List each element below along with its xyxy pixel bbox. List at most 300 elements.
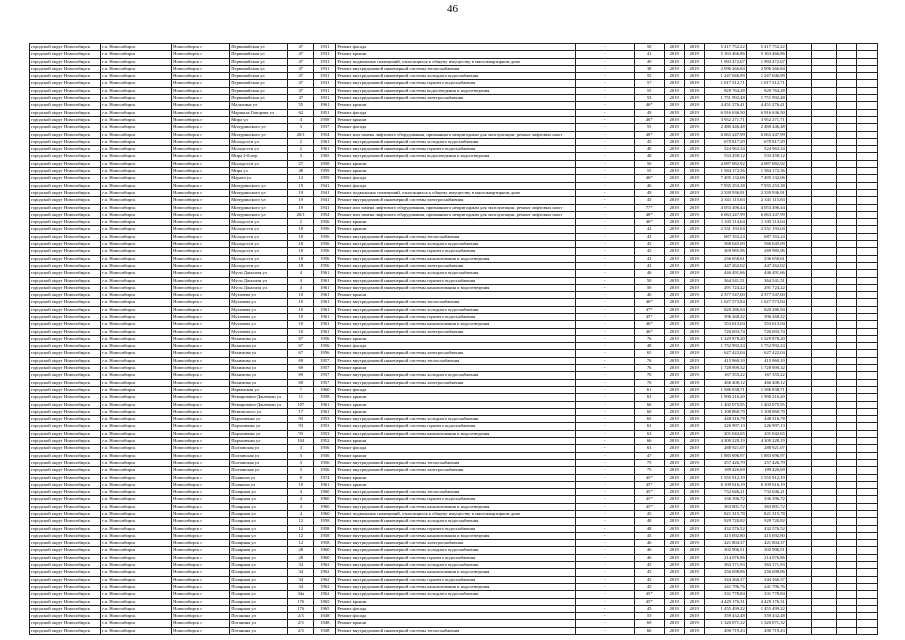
end-year-cell: 2019 [684,262,704,269]
municipality-cell: городской округ Новосибирск [30,598,101,605]
build-year-cell: 1931 [314,87,336,94]
build-year-cell: 1931 [314,65,336,72]
city-cell: Новосибирск г [172,87,230,94]
table-row [30,452,878,459]
empty-cell [836,328,856,335]
build-year-cell: 1959 [314,168,336,175]
cost-total-cell: 6 916 636,50 [704,109,746,116]
wear-cell: 45 [634,562,664,569]
empty-cell [836,386,856,393]
end-year-cell: 2019 [684,219,704,226]
empty-cell [786,605,811,612]
house-number-cell: 12 [288,525,314,532]
settlement-cell: г.п. Новосибирск [101,445,172,452]
cost-total-cell: 448 316,78 [704,416,746,423]
end-year-cell: 2019 [684,44,704,51]
work-type-cell: Ремонт внутридомовой инженерной системы холодного водоснабжения [336,518,575,525]
empty-cell [836,591,856,598]
city-cell: Новосибирск г [172,313,230,320]
street-cell: Мухачева ул [230,313,288,320]
cost-total-cell: 1 728 890,32 [704,365,746,372]
end-year-cell: 2019 [684,146,704,153]
table-row [30,248,878,255]
settlement-cell: г.п. Новосибирск [101,299,172,306]
city-cell: Новосибирск г [172,350,230,357]
settlement-cell: г.п. Новосибирск [101,292,172,299]
wear-cell: 55 [634,73,664,80]
empty-cell [856,583,877,590]
cost-total-cell: 363 171,93 [704,562,746,569]
cost-fund-cell: 6 916 636,50 [746,109,786,116]
empty-cell [836,102,856,109]
cost-fund-cell: 226 997,13 [746,423,786,430]
house-number-cell: 20/1 [288,211,314,218]
empty-cell [786,51,811,58]
start-year-cell: 2019 [664,65,684,72]
category-cell: - [575,547,634,554]
category-cell: - [575,598,634,605]
end-year-cell: 2019 [684,620,704,627]
category-cell: - [575,160,634,167]
street-cell: Нахимова ул [230,343,288,350]
municipality-cell: городской округ Новосибирск [30,109,101,116]
settlement-cell: г.п. Новосибирск [101,430,172,437]
cost-total-cell: 396 268,22 [704,313,746,320]
empty-cell [836,576,856,583]
cost-fund-cell: 396 268,22 [746,313,786,320]
end-year-cell: 2019 [684,204,704,211]
empty-cell [836,511,856,518]
cost-fund-cell: 1 555 912,19 [746,474,786,481]
empty-cell [836,372,856,379]
empty-cell [836,58,856,65]
empty-cell [856,430,877,437]
city-cell: Новосибирск г [172,525,230,532]
house-number-cell: 7 [288,386,314,393]
start-year-cell: 2019 [664,489,684,496]
empty-cell [811,605,836,612]
build-year-cell: 1961 [314,401,336,408]
empty-cell [786,474,811,481]
city-cell: Новосибирск г [172,175,230,182]
cost-fund-cell: 359 432,48 [746,613,786,620]
street-cell: Немировича-Данченко ул [230,401,288,408]
wear-cell: 65 [634,350,664,357]
category-cell: - [575,372,634,379]
city-cell: Новосибирск г [172,627,230,634]
empty-cell [856,313,877,320]
end-year-cell: 2019 [684,452,704,459]
empty-cell [811,116,836,123]
settlement-cell: г.п. Новосибирск [101,51,172,58]
start-year-cell: 2019 [664,335,684,342]
street-cell: Пархоменко ул [230,423,288,430]
category-cell: - [575,138,634,145]
empty-cell [856,262,877,269]
work-type-cell: Ремонт крыши [336,438,575,445]
empty-cell [786,131,811,138]
municipality-cell: городской округ Новосибирск [30,182,101,189]
empty-cell [811,211,836,218]
city-cell: Новосибирск г [172,306,230,313]
cost-total-cell: 269 985,96 [704,248,746,255]
municipality-cell: городской округ Новосибирск [30,503,101,510]
wear-cell: 48* [634,131,664,138]
build-year-cell: 1956 [314,445,336,452]
category-cell: - [575,153,634,160]
table-row [30,255,878,262]
work-type-cell: Ремонт внутридомовой инженерной системы теплоснабжения [336,299,575,306]
cost-fund-cell: 466 408,12 [746,379,786,386]
street-cell: Полтавская ул [230,467,288,474]
start-year-cell: 2019 [664,204,684,211]
wear-cell: 76 [634,365,664,372]
settlement-cell: г.п. Новосибирск [101,605,172,612]
cost-fund-cell: 6 109 616,19 [746,481,786,488]
street-cell: Нарымская ул [230,386,288,393]
start-year-cell: 2019 [664,540,684,547]
cost-total-cell: 5 163 466,86 [704,51,746,58]
empty-cell [836,182,856,189]
empty-cell [836,80,856,87]
street-cell: Полтавская ул [230,459,288,466]
municipality-cell: городской округ Новосибирск [30,241,101,248]
municipality-cell: городской округ Новосибирск [30,605,101,612]
work-type-cell: Ремонт подвальных помещений, относящихся к общему имуществу в многоквартирном доме [336,511,575,518]
empty-cell [836,467,856,474]
house-number-cell: 67 [288,335,314,342]
house-number-cell: 10 [288,321,314,328]
end-year-cell: 2019 [684,335,704,342]
category-cell: - [575,146,634,153]
street-cell: Мусы Джалиля ул [230,270,288,277]
work-type-cell: Ремонт крыши [336,292,575,299]
start-year-cell: 2019 [664,262,684,269]
street-cell: Полярная ул [230,518,288,525]
municipality-cell: городской округ Новосибирск [30,131,101,138]
cost-fund-cell: 1 108 860,79 [746,408,786,415]
empty-cell [786,248,811,255]
empty-cell [786,95,811,102]
table-row [30,547,878,554]
street-cell: Полярная ул [230,598,288,605]
empty-cell [856,496,877,503]
cost-fund-cell: 1 993 472,67 [746,58,786,65]
category-cell: - [575,554,634,561]
city-cell: Новосибирск г [172,496,230,503]
municipality-cell: городской округ Новосибирск [30,58,101,65]
settlement-cell: г.п. Новосибирск [101,65,172,72]
empty-cell [786,138,811,145]
build-year-cell: 1948 [314,613,336,620]
work-type-cell: Ремонт или замена лифтового оборудования, признанного непригодным для эксплуатации, ремонт лифтовых шахт [336,211,575,218]
empty-cell [856,241,877,248]
house-number-cell: 93 [288,430,314,437]
settlement-cell: г.п. Новосибирск [101,591,172,598]
work-type-cell: Ремонт внутридомовой инженерной системы канализования и водоотведения [336,503,575,510]
end-year-cell: 2019 [684,613,704,620]
municipality-cell: городской округ Новосибирск [30,277,101,284]
street-cell: Полякова ул [230,474,288,481]
cost-fund-cell: 363 171,93 [746,562,786,569]
city-cell: Новосибирск г [172,299,230,306]
empty-cell [811,51,836,58]
city-cell: Новосибирск г [172,430,230,437]
city-cell: Новосибирск г [172,613,230,620]
table-row [30,270,878,277]
municipality-cell: городской округ Новосибирск [30,248,101,255]
empty-cell [786,204,811,211]
empty-cell [836,124,856,131]
city-cell: Новосибирск г [172,583,230,590]
house-number-cell: 2 [288,146,314,153]
work-type-cell: Ремонт внутридомовой инженерной системы теплоснабжения [336,357,575,364]
empty-cell [856,226,877,233]
end-year-cell: 2019 [684,379,704,386]
empty-cell [786,525,811,532]
wear-cell: 48 [634,343,664,350]
table-row [30,153,878,160]
empty-cell [811,365,836,372]
wear-cell: 55 [634,168,664,175]
city-cell: Новосибирск г [172,591,230,598]
category-cell: - [575,343,634,350]
work-type-cell: Ремонт внутридомовой инженерной системы электроснабжения [336,197,575,204]
house-number-cell: 62 [288,109,314,116]
start-year-cell: 2019 [664,554,684,561]
end-year-cell: 2019 [684,503,704,510]
start-year-cell: 2019 [664,379,684,386]
empty-cell [786,292,811,299]
table-row [30,598,878,605]
municipality-cell: городской округ Новосибирск [30,423,101,430]
category-cell: - [575,481,634,488]
cost-fund-cell: 291 724,22 [746,284,786,291]
empty-cell [856,452,877,459]
work-type-cell: Ремонт крыши [336,481,575,488]
settlement-cell: г.п. Новосибирск [101,233,172,240]
street-cell: Полярная ул [230,496,288,503]
settlement-cell: г.п. Новосибирск [101,80,172,87]
settlement-cell: г.п. Новосибирск [101,175,172,182]
work-type-cell: Ремонт внутридомовой инженерной системы канализования и водоотведения [336,430,575,437]
table-row [30,211,878,218]
wear-cell: 45 [634,241,664,248]
empty-cell [786,452,811,459]
work-type-cell: Ремонт фасада [336,386,575,393]
empty-cell [836,233,856,240]
house-number-cell: 93 [288,416,314,423]
work-type-cell: Ремонт фасада [336,343,575,350]
cost-total-cell: 415 960,10 [704,357,746,364]
work-type-cell: Ремонт внутридомовой инженерной системы горячего водоснабжения [336,554,575,561]
build-year-cell: 1957 [314,372,336,379]
empty-cell [811,554,836,561]
empty-cell [811,58,836,65]
empty-cell [811,576,836,583]
municipality-cell: городской округ Новосибирск [30,518,101,525]
house-number-cell: 10 [288,306,314,313]
empty-cell [856,335,877,342]
cost-fund-cell: 2 096 266,84 [746,65,786,72]
municipality-cell: городской округ Новосибирск [30,116,101,123]
wear-cell: 40 [634,292,664,299]
table-row [30,379,878,386]
empty-cell [786,401,811,408]
street-cell: Мухачева ул [230,321,288,328]
house-number-cell: 27 [288,160,314,167]
category-cell: - [575,80,634,87]
start-year-cell: 2019 [664,138,684,145]
build-year-cell: 1931 [314,73,336,80]
category-cell: - [575,627,634,634]
end-year-cell: 2019 [684,343,704,350]
empty-cell [856,182,877,189]
empty-cell [836,627,856,634]
build-year-cell: 1956 [314,467,336,474]
cost-total-cell: 490 719,43 [704,627,746,634]
street-cell: Первомайская ул [230,58,288,65]
cost-fund-cell: 1 584 172,56 [746,168,786,175]
wear-cell: 49 [634,58,664,65]
empty-cell [811,583,836,590]
start-year-cell: 2019 [664,394,684,401]
city-cell: Новосибирск г [172,598,230,605]
build-year-cell: 1956 [314,350,336,357]
work-type-cell: Ремонт внутридомовой инженерной системы теплоснабжения [336,459,575,466]
settlement-cell: г.п. Новосибирск [101,44,172,51]
table-row [30,496,878,503]
street-cell: Полякова ул [230,481,288,488]
city-cell: Новосибирск г [172,44,230,51]
cost-total-cell: 1 751 992,48 [704,95,746,102]
municipality-cell: городской округ Новосибирск [30,591,101,598]
start-year-cell: 2019 [664,467,684,474]
empty-cell [836,116,856,123]
settlement-cell: г.п. Новосибирск [101,241,172,248]
table-row [30,481,878,488]
start-year-cell: 2019 [664,102,684,109]
empty-cell [811,503,836,510]
wear-cell: 69 [634,620,664,627]
build-year-cell: 1941 [314,189,336,196]
wear-cell: 45* [634,489,664,496]
table-row [30,277,878,284]
settlement-cell: г.п. Новосибирск [101,102,172,109]
city-cell: Новосибирск г [172,211,230,218]
municipality-cell: городской округ Новосибирск [30,335,101,342]
municipality-cell: городской округ Новосибирск [30,255,101,262]
municipality-cell: городской округ Новосибирск [30,416,101,423]
start-year-cell: 2019 [664,255,684,262]
category-cell: - [575,511,634,518]
empty-cell [786,547,811,554]
end-year-cell: 2019 [684,241,704,248]
table-row [30,58,878,65]
empty-cell [786,583,811,590]
empty-cell [836,489,856,496]
work-type-cell: Ремонт внутридомовой инженерной системы канализования и водоотведения [336,284,575,291]
settlement-cell: г.п. Новосибирск [101,131,172,138]
empty-cell [811,518,836,525]
table-row [30,189,878,196]
end-year-cell: 2019 [684,386,704,393]
empty-cell [786,87,811,94]
start-year-cell: 2019 [664,445,684,452]
municipality-cell: городской округ Новосибирск [30,189,101,196]
cost-total-cell: 568 645,09 [704,241,746,248]
empty-cell [786,116,811,123]
cost-fund-cell: 2 531 193,04 [746,226,786,233]
empty-cell [786,313,811,320]
house-number-cell: 19 [288,182,314,189]
category-cell: - [575,262,634,269]
cost-fund-cell: 353 613,04 [746,321,786,328]
cost-total-cell: 2 339 936,91 [704,189,746,196]
table-row [30,95,878,102]
city-cell: Новосибирск г [172,452,230,459]
empty-cell [856,423,877,430]
cost-fund-cell: 2 480 446,48 [746,124,786,131]
street-cell: Нахимова ул [230,335,288,342]
street-cell: Пархоменко ул [230,416,288,423]
settlement-cell: г.п. Новосибирск [101,496,172,503]
city-cell: Новосибирск г [172,248,230,255]
build-year-cell: 1956 [314,459,336,466]
wear-cell: 45* [634,481,664,488]
category-cell: - [575,51,634,58]
cost-total-cell: 4 087 082,92 [704,160,746,167]
street-cell: Пархоменко ул [230,430,288,437]
city-cell: Новосибирск г [172,131,230,138]
cost-fund-cell: 687 163,24 [746,233,786,240]
empty-cell [856,386,877,393]
wear-cell: 41 [634,51,664,58]
empty-cell [856,562,877,569]
settlement-cell: г.п. Новосибирск [101,138,172,145]
empty-cell [856,365,877,372]
street-cell: Мичуринского ул [230,124,288,131]
city-cell: Новосибирск г [172,372,230,379]
municipality-cell: городской округ Новосибирск [30,233,101,240]
municipality-cell: городской округ Новосибирск [30,394,101,401]
table-row [30,562,878,569]
municipality-cell: городской округ Новосибирск [30,44,101,51]
street-cell: Полярная ул [230,591,288,598]
cost-total-cell: 226 997,13 [704,423,746,430]
category-cell: - [575,87,634,94]
empty-cell [836,547,856,554]
municipality-cell: городской округ Новосибирск [30,525,101,532]
empty-cell [786,357,811,364]
empty-cell [856,292,877,299]
category-cell: - [575,197,634,204]
cost-fund-cell: 432 576,52 [746,525,786,532]
build-year-cell: 1956 [314,262,336,269]
city-cell: Новосибирск г [172,379,230,386]
empty-cell [836,211,856,218]
house-number-cell: 176 [288,598,314,605]
table-row [30,408,878,415]
empty-cell [836,44,856,51]
cost-fund-cell: 269 985,96 [746,248,786,255]
empty-cell [811,591,836,598]
cost-total-cell: 6 109 616,19 [704,481,746,488]
category-cell: - [575,562,634,569]
wear-cell: 45* [634,474,664,481]
empty-cell [856,357,877,364]
cost-total-cell: 4 429 176,31 [704,598,746,605]
